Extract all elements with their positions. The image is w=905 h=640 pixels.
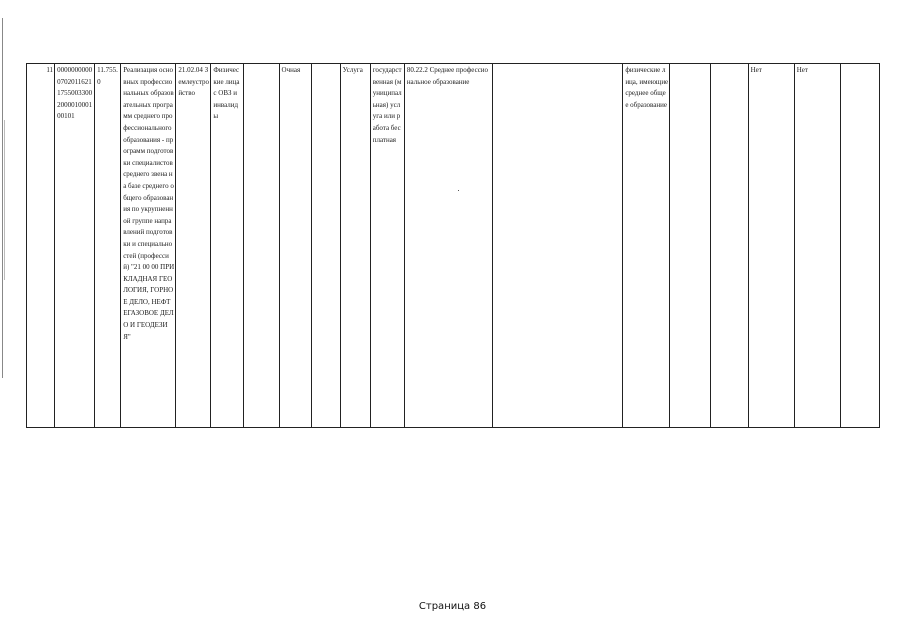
- kind-cell: государственная (муниципальная) услуга или работа бесплатная: [370, 64, 404, 428]
- service-name-cell: Реализация основных профессиональных образовательных программ среднего профессионального образования - программ подготовки специалистов среднего звена на базе среднего общего образования по укрупненной группе направлений подготовки и специальностей (профессий) "21 00 00 ПРИКЛАДНАЯ ГЕОЛОГИЯ, ГОРНОЕ ДЕЛО, НЕФТЕГАЗОВОЕ ДЕЛО И ГЕОДЕЗИЯ": [121, 64, 176, 428]
- type-cell: Услуга: [340, 64, 370, 428]
- table-row: [27, 64, 880, 428]
- scan-edge-line: [2, 18, 3, 378]
- program-code-cell: 21.02.04 Землеустройство: [176, 64, 211, 428]
- empty-cell: [311, 64, 340, 428]
- empty-cell: [493, 64, 623, 428]
- okved-cell: 80.22.2 Среднее профессиональное образование: [404, 64, 492, 428]
- page-number: Страница 86: [418, 601, 487, 612]
- services-registry-table: [26, 63, 880, 428]
- empty-cell: [244, 64, 279, 428]
- consumers-cell: физические лица, имеющие среднее общее образование: [623, 64, 670, 428]
- row-index: 11: [27, 64, 55, 428]
- flag1-cell: Нет: [748, 64, 794, 428]
- empty-cell: [670, 64, 710, 428]
- scan-edge-line: [4, 120, 5, 280]
- empty-cell: [710, 64, 748, 428]
- category-cell: Физические лица с ОВЗ и инвалиды: [211, 64, 244, 428]
- scan-speck: [458, 190, 459, 191]
- flag2-cell: Нет: [794, 64, 840, 428]
- form-cell: Очная: [279, 64, 311, 428]
- empty-cell: [840, 64, 879, 428]
- registry-number-cell: 000000000007020116211755003300200001000100101: [55, 64, 95, 428]
- code-cell: 11.755.0: [95, 64, 121, 428]
